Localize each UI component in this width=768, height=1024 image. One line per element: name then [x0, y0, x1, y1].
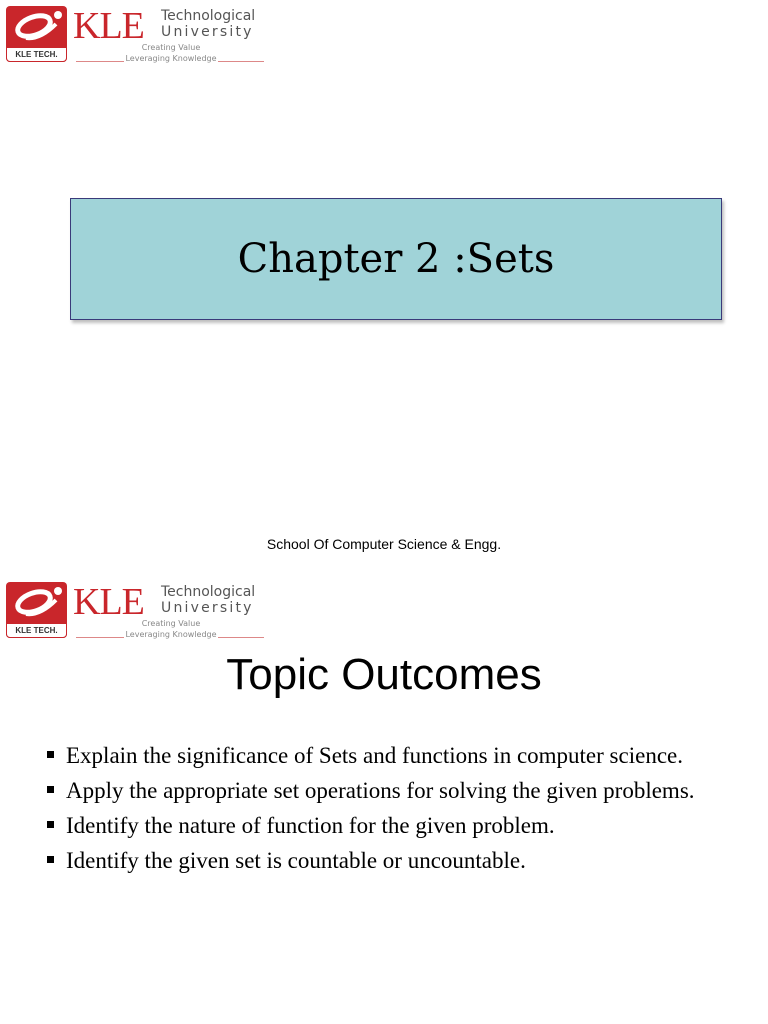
logo-tagline-2: Leveraging Knowledge: [125, 630, 217, 639]
logo-emblem-icon: [6, 582, 67, 638]
title-box: [70, 198, 722, 320]
list-item: [46, 776, 721, 806]
slide-footer: School Of Computer Science & Engg.: [266, 536, 502, 552]
logo-badge-text: KLE TECH.: [6, 47, 67, 62]
bullet-icon: [47, 786, 54, 793]
logo-divider: [76, 637, 124, 638]
logo-tagline-2: Leveraging Knowledge: [125, 54, 217, 63]
logo-name: KLE: [73, 581, 144, 623]
logo-divider: [218, 61, 264, 62]
list-item: [46, 741, 721, 771]
university-logo: [6, 6, 264, 64]
logo-name: KLE: [73, 5, 144, 47]
logo-tagline-1: Creating Value: [141, 619, 201, 628]
logo-line-1: Technological: [161, 584, 256, 600]
logo-tagline-1: Creating Value: [141, 43, 201, 52]
logo-emblem-icon: [6, 6, 67, 62]
list-item: [46, 811, 721, 841]
logo-line-2: University: [161, 600, 254, 616]
bullet-icon: [47, 751, 54, 758]
logo-line-1: Technological: [161, 8, 256, 24]
logo-divider: [76, 61, 124, 62]
list-item: [46, 846, 721, 876]
outcome-text: Identify the given set is countable or uncountable.: [66, 848, 526, 873]
bullet-icon: [47, 821, 54, 828]
outcome-text: Identify the nature of function for the given problem.: [66, 813, 555, 838]
outcome-text: Apply the appropriate set operations for solving the given problems.: [66, 778, 695, 803]
section-heading: Topic Outcomes: [226, 650, 542, 699]
logo-line-2: University: [161, 24, 254, 40]
outcome-list: [46, 741, 721, 881]
slide-title: Chapter 2 :Sets: [237, 236, 555, 282]
logo-divider: [218, 637, 264, 638]
university-logo: [6, 582, 264, 640]
logo-badge-text: KLE TECH.: [6, 623, 67, 638]
bullet-icon: [47, 856, 54, 863]
outcome-text: Explain the significance of Sets and functions in computer science.: [66, 743, 683, 768]
